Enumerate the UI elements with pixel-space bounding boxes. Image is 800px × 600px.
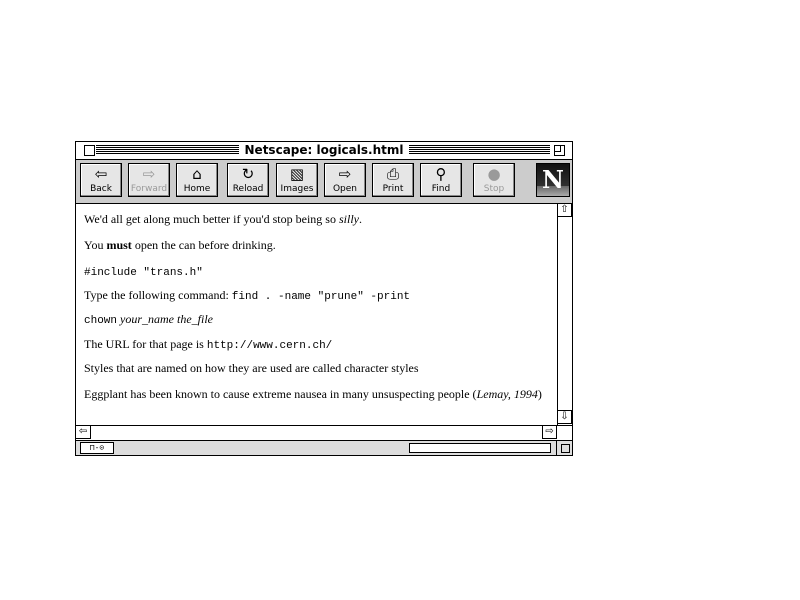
paragraph-kbd	[84, 288, 410, 303]
back-button[interactable]	[80, 163, 122, 197]
title-stripes-left	[96, 145, 248, 155]
stop-label: Stop	[483, 184, 505, 194]
scroll-left-icon[interactable]: ⇦	[76, 425, 91, 439]
vertical-scrollbar[interactable]	[557, 204, 572, 425]
scroll-right-icon[interactable]: ⇨	[542, 425, 557, 439]
forward-arrow-icon: ⇨	[142, 165, 156, 183]
scroll-up-icon[interactable]: ⇧	[557, 203, 572, 217]
code-text: chown	[84, 315, 118, 327]
browser-window	[75, 141, 573, 456]
text: We'd all get along much better if you'd stop being so	[84, 212, 339, 226]
paragraph-silly	[84, 212, 362, 227]
text: open the can before drinking.	[131, 238, 276, 252]
title-bar[interactable]	[76, 142, 572, 160]
title-stripes-right	[406, 145, 550, 155]
close-box[interactable]	[84, 145, 95, 156]
find-label: Find	[431, 184, 451, 194]
stop-button[interactable]	[473, 163, 515, 197]
paragraph-var	[84, 312, 213, 327]
kbd-text: find . -name "prune" -print	[231, 291, 411, 303]
images-label: Images	[280, 184, 314, 194]
forward-button[interactable]	[128, 163, 170, 197]
zoom-box[interactable]	[554, 145, 565, 156]
strong-text: must	[106, 238, 132, 252]
find-button[interactable]	[420, 163, 462, 197]
window-title: Netscape: logicals.html	[239, 143, 410, 157]
progress-bar	[409, 443, 551, 453]
images-button[interactable]	[276, 163, 318, 197]
cite-text: Lemay, 1994	[476, 387, 538, 401]
text: The URL for that page is	[84, 337, 207, 351]
forward-label: Forward	[130, 184, 168, 194]
logo-letter: N	[542, 165, 564, 194]
binoculars-icon: ⚲	[435, 165, 447, 183]
open-label: Open	[332, 184, 358, 194]
netscape-logo[interactable]	[536, 163, 570, 197]
back-label: Back	[90, 184, 112, 194]
back-arrow-icon: ⇦	[94, 165, 108, 183]
home-button[interactable]	[176, 163, 218, 197]
emphasis: silly	[338, 212, 359, 226]
code-text: #include "trans.h"	[84, 267, 203, 279]
text: Styles that are named on how they are used are called character styles	[84, 361, 419, 375]
home-label: Home	[183, 184, 211, 194]
text: )	[537, 387, 542, 401]
paragraph-url	[84, 337, 332, 352]
security-key-icon[interactable]: ⊓-⊙	[80, 442, 114, 454]
paragraph-code	[84, 264, 203, 279]
print-label: Print	[382, 184, 404, 194]
text: .	[358, 212, 362, 226]
text: You	[84, 238, 107, 252]
paragraph-dfn	[84, 361, 419, 376]
reload-button[interactable]	[227, 163, 269, 197]
toolbar	[76, 160, 572, 204]
var-text: your_name the_file	[120, 312, 213, 326]
open-button[interactable]	[324, 163, 366, 197]
status-bar	[76, 440, 572, 455]
page-content	[76, 204, 557, 425]
text: Type the following command:	[84, 288, 232, 302]
horizontal-scrollbar[interactable]	[76, 425, 572, 440]
paragraph-must	[84, 238, 276, 253]
open-location-icon: ⇨	[338, 165, 352, 183]
scroll-down-icon[interactable]: ⇩	[557, 410, 572, 424]
stop-icon: ●	[487, 165, 501, 183]
resize-grow-box[interactable]	[556, 441, 571, 455]
samp-text: http://www.cern.ch/	[206, 340, 333, 352]
paragraph-cite	[84, 387, 542, 402]
reload-label: Reload	[232, 184, 264, 194]
images-icon: ▧	[289, 165, 305, 183]
print-button[interactable]	[372, 163, 414, 197]
text: Eggplant has been known to cause extreme nausea in many unsuspecting people (	[84, 387, 477, 401]
home-icon: ⌂	[192, 165, 202, 183]
reload-icon: ↻	[241, 165, 255, 183]
printer-icon: ⎙	[386, 165, 399, 183]
